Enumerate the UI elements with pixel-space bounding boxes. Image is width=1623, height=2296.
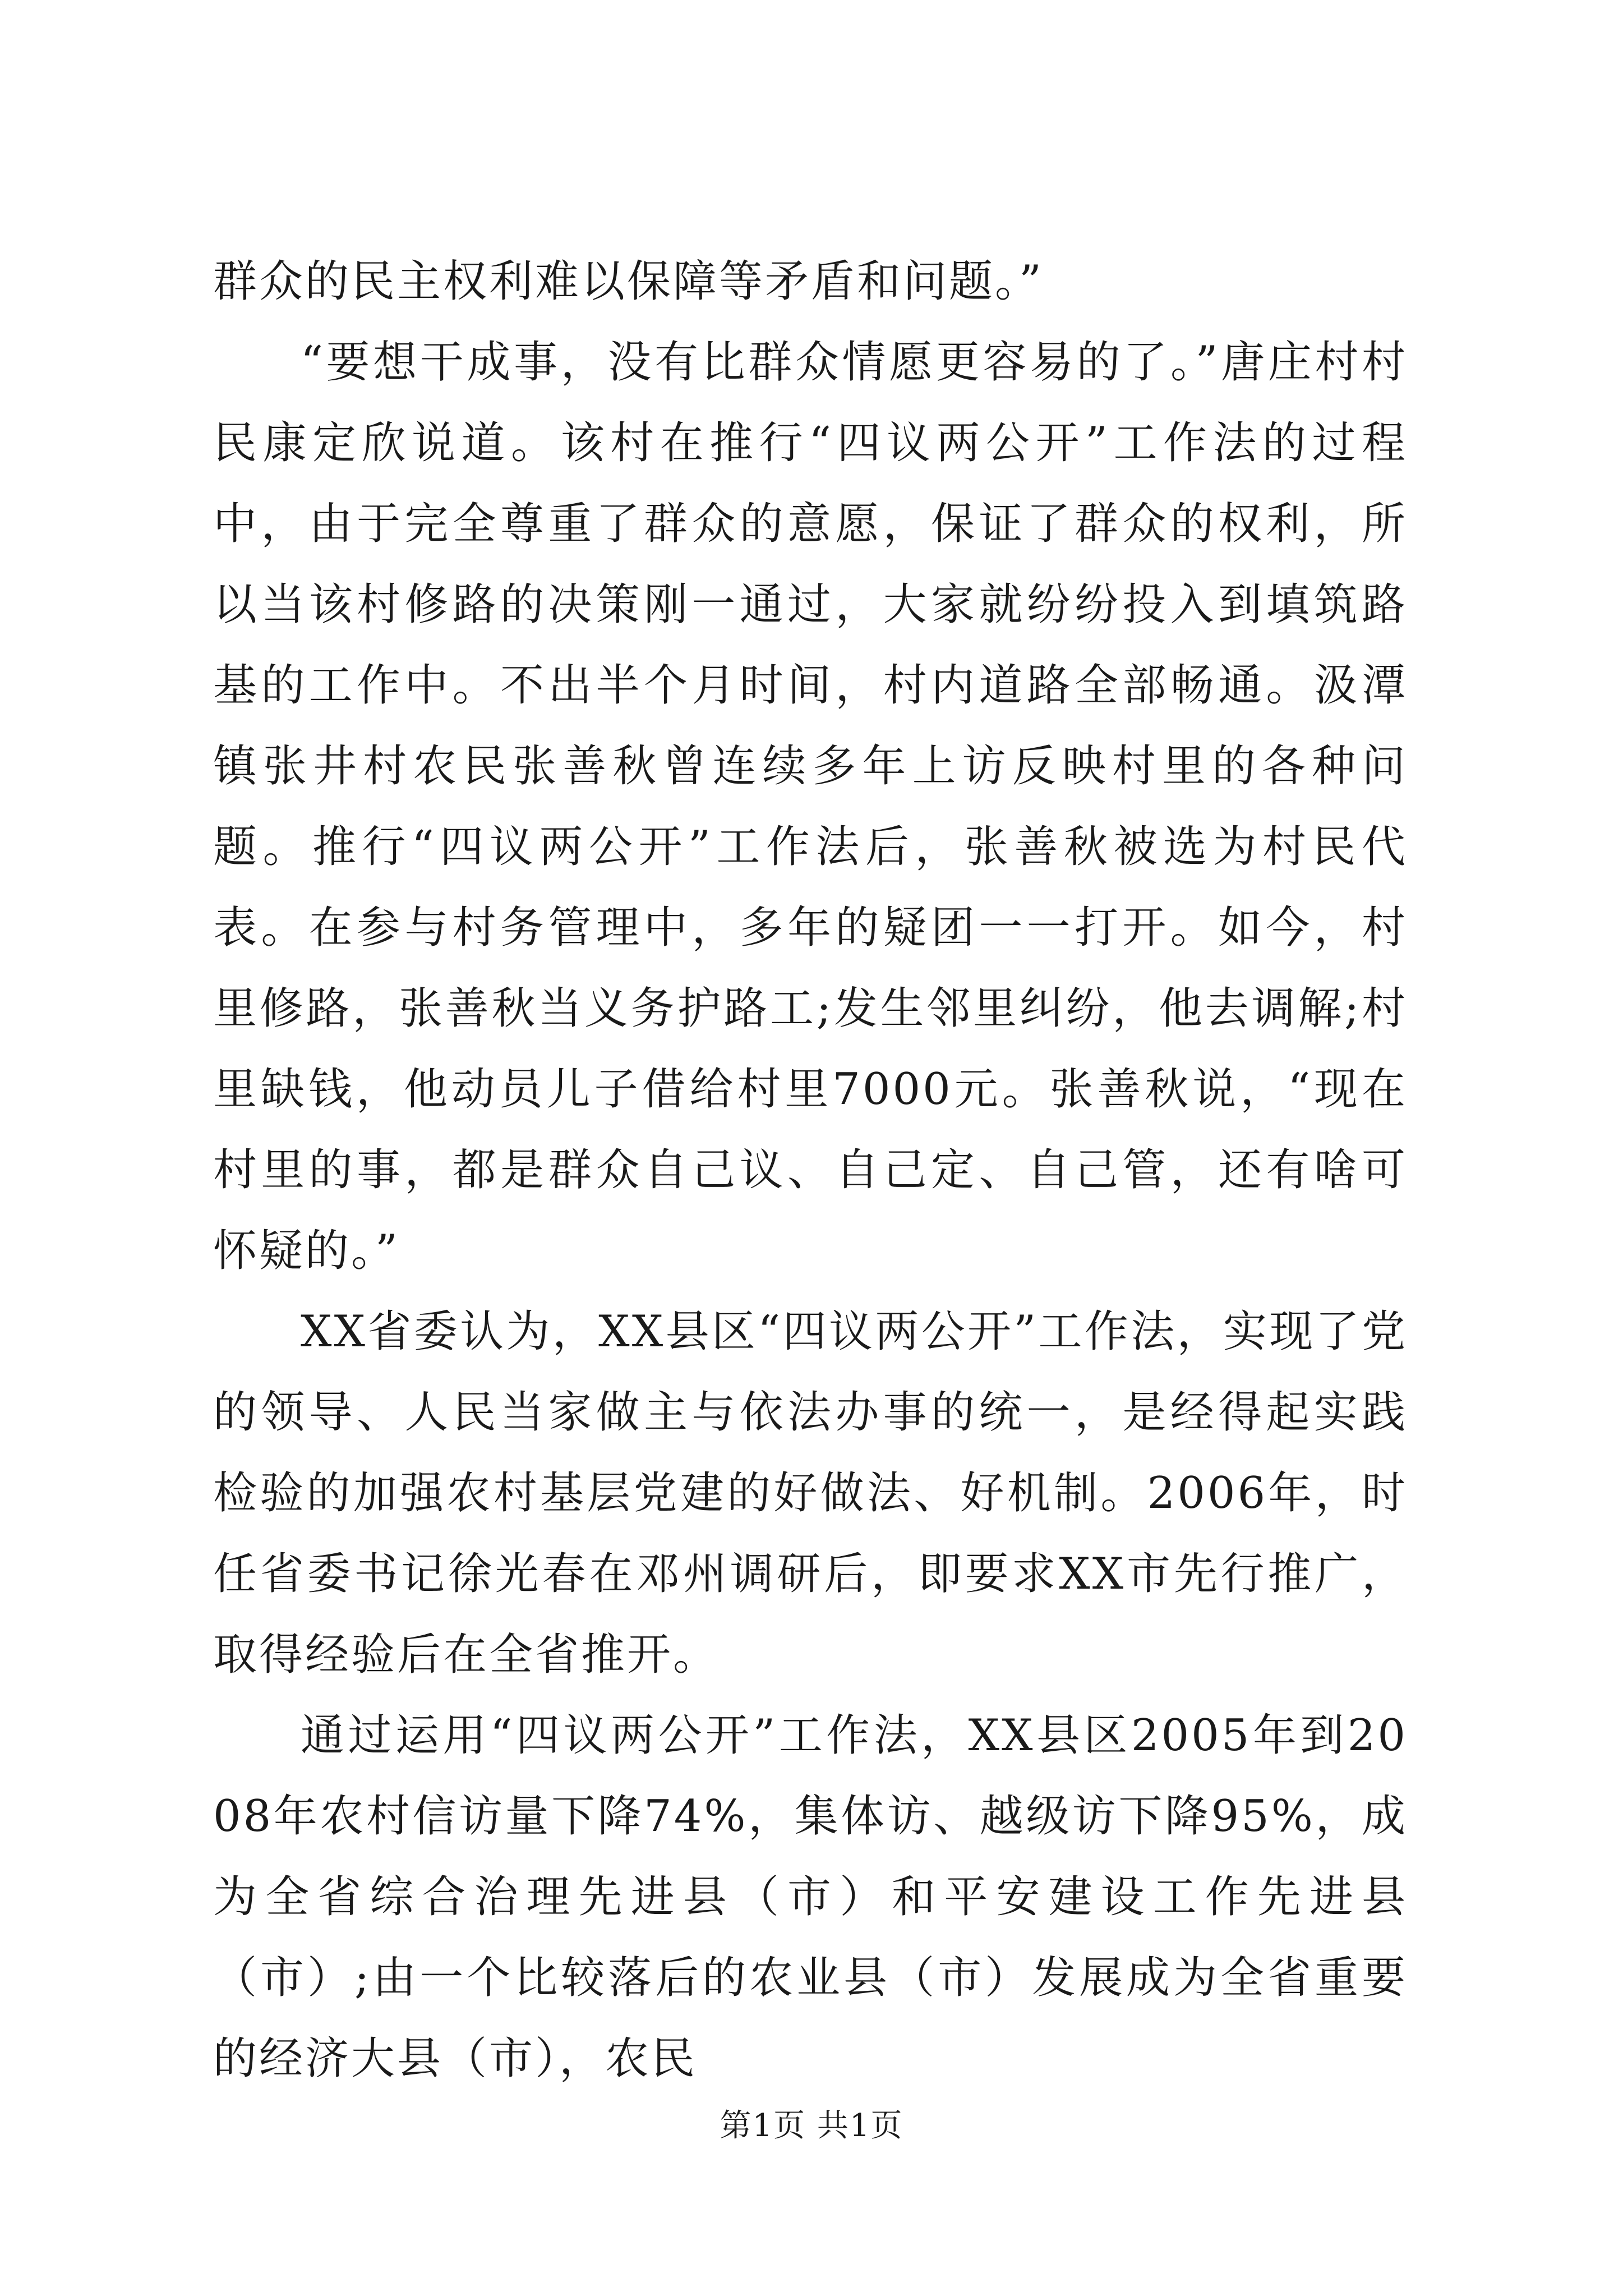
paragraph-2: “要想干成事，没有比群众情愿更容易的了。”唐庄村村民康定欣说道。该村在推行“四议两公开”工作法的过程中，由于完全尊重了群众的意愿，保证了群众的权利，所以当该村修路的决策刚一通过，大家就纷纷投入到填筑路基的工作中。不出半个月时间，村内道路全部畅通。汲潭镇张井村农民张善秋曾连续多年上访反映村里的各种问题。推行“四议两公开”工作法后，张善秋被选为村民代表。在参与村务管理中，多年的疑团一一打开。如今，村里修路，张善秋当义务护路工;发生邻里纠纷，他去调解;村里缺钱，他动员儿子借给村里7000元。张善秋说，“现在村里的事，都是群众自己议、自己定、自己管，还有啥可怀疑的。” [213,337,1408,1276]
paragraph-3: XX省委认为，XX县区“四议两公开”工作法，实现了党的领导、人民当家做主与依法办事的统一，是经得起实践检验的加强农村基层党建的好做法、好机制。2006年，时任省委书记徐光春在邓州调研后，即要求XX市先行推广，取得经验后在全省推开。 [213,1306,1408,1680]
paragraph-1: 群众的民主权利难以保障等矛盾和问题。” [213,256,1044,307]
document-body [213,241,1408,2099]
page-footer: 第1页 共1页 [720,2108,903,2144]
paragraph-4: 通过运用“四议两公开”工作法，XX县区2005年到2008年农村信访量下降74%，集体访、越级访下降95%，成为全省综合治理先进县（市）和平安建设工作先进县（市）;由一个比较落后的农业县（市）发展成为全省重要的经济大县（市），农民 [213,1710,1408,2084]
